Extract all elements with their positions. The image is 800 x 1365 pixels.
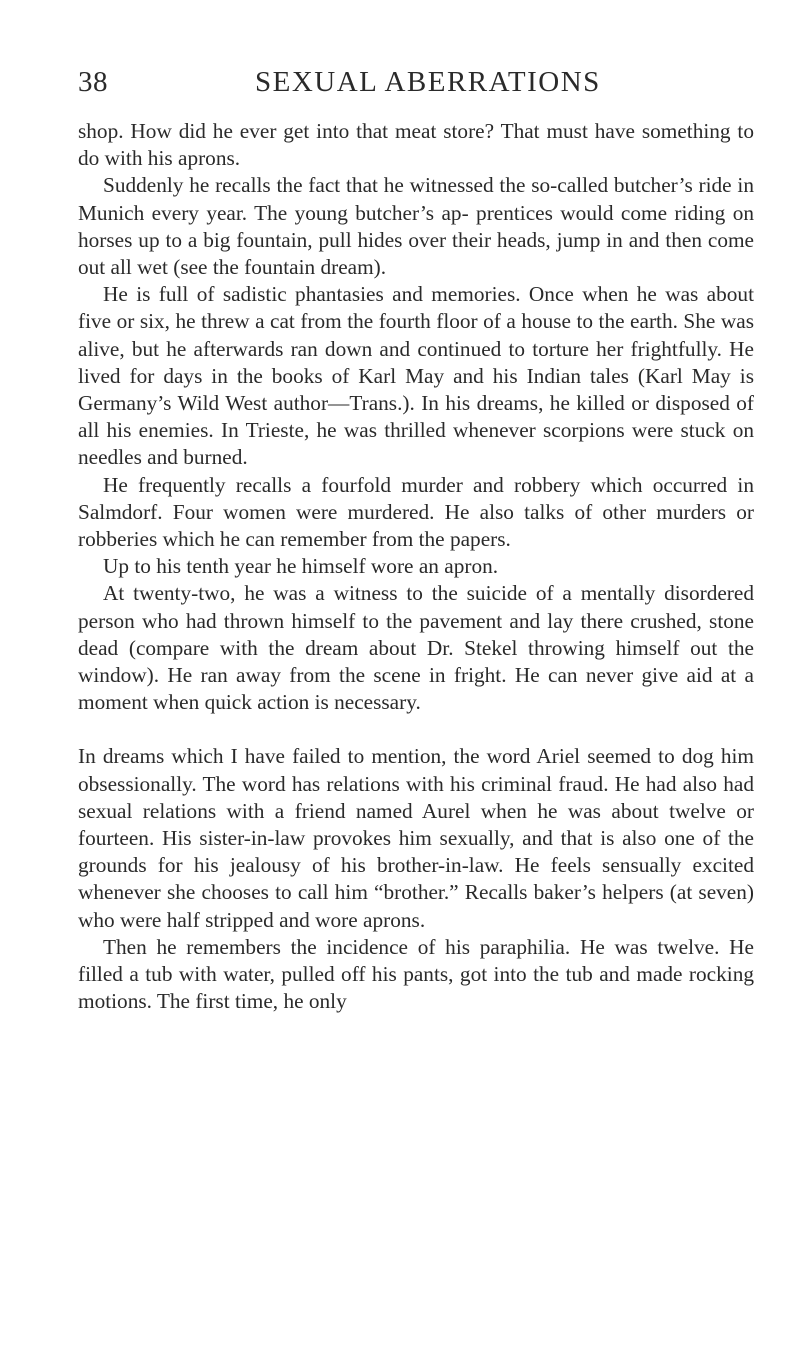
paragraph: shop. How did he ever get into that meat store? That must have something to do with his aprons. <box>78 119 754 171</box>
page-number: 38 <box>78 66 108 98</box>
paragraph: Then he remembers the incidence of his paraphilia. He was twelve. He filled a tub with water, pulled off his pants, got into the tub and made rocking motions. The first time, he only <box>78 934 754 1014</box>
body-text <box>78 118 754 1016</box>
paragraph: He frequently recalls a fourfold murder and robbery which occurred in Salmdorf. Four women were murdered. He also talks of other murders or robberies which he can remember from the papers. <box>78 472 754 552</box>
paragraph: He is full of sadistic phantasies and memories. Once when he was about five or six, he threw a cat from the fourth floor of a house to the earth. She was alive, but he afterwards ran down and continued to torture her frightfully. He lived for days in the books of Karl May and his Indian tales (Karl May is Germany’s Wild West author—Trans.). In his dreams, he killed or disposed of all his enemies. In Trieste, he was thrilled whenever scorpions were stuck on needles and burned. <box>78 282 754 470</box>
paragraph: Up to his tenth year he himself wore an apron. <box>103 554 499 579</box>
page-header <box>78 66 738 110</box>
paragraph: Suddenly he recalls the fact that he witnessed the so-called butcher’s ride in Munich every year. The young butcher’s ap- prentices would come riding on horses up to a big fountain, pull hides over their heads, jump in and then come out all wet (see the fountain dream). <box>78 173 754 280</box>
paragraph: In dreams which I have failed to mention, the word Ariel seemed to dog him obsessionally. The word has relations with his criminal fraud. He had also had sexual relations with a friend named Aurel when he was about twelve or fourteen. His sister-in-law provokes him sexually, and that is also one of the grounds for his jealousy of his brother-in-law. He feels sensually excited whenever she chooses to call him “brother.” Recalls baker’s helpers (at seven) who were half stripped and wore aprons. <box>78 744 754 932</box>
paragraph: At twenty-two, he was a witness to the suicide of a mentally disordered person who had thrown himself to the pavement and lay there crushed, stone dead (compare with the dream about Dr. Stekel throwing himself out the window). He ran away from the scene in fright. He can never give aid at a moment when quick action is necessary. <box>78 581 754 715</box>
running-head: SEXUAL ABERRATIONS <box>255 66 601 98</box>
